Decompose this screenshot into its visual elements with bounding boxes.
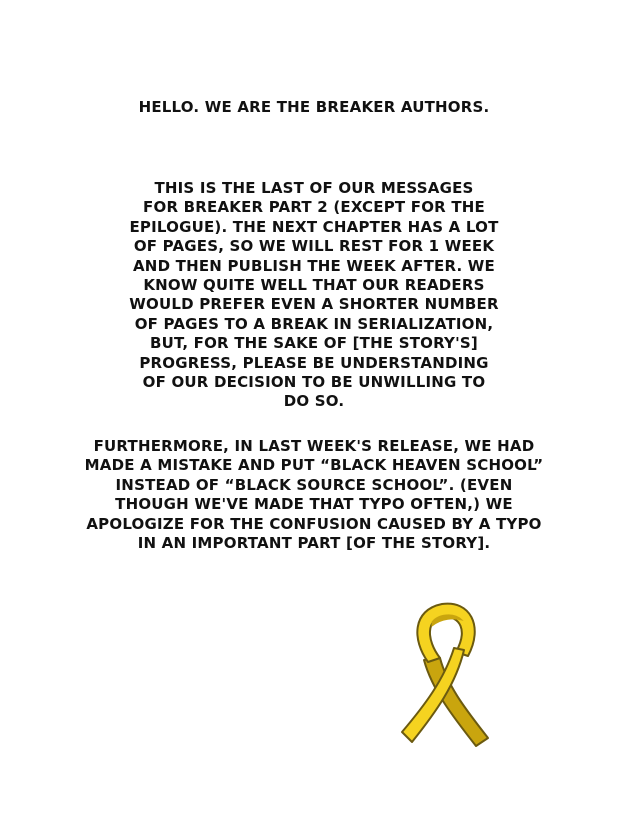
message-line: FOR BREAKER PART 2 (EXCEPT FOR THE	[143, 198, 485, 217]
message-line: IN AN IMPORTANT PART [OF THE STORY].	[137, 534, 491, 553]
message-line: WOULD PREFER EVEN A SHORTER NUMBER	[129, 295, 499, 314]
message-paragraph-1	[0, 179, 628, 412]
message-line: EPILOGUE). THE NEXT CHAPTER HAS A LOT	[129, 217, 499, 236]
message-line: OF OUR DECISION TO BE UNWILLING TO	[142, 373, 486, 392]
message-line: KNOW QUITE WELL THAT OUR READERS	[143, 276, 485, 295]
message-line: MADE A MISTAKE AND PUT “BLACK HEAVEN SCHOOL”	[84, 456, 544, 475]
message-line: THOUGH WE'VE MADE THAT TYPO OFTEN,) WE	[115, 495, 513, 514]
greeting-text: HELLO. WE ARE THE BREAKER AUTHORS.	[138, 98, 490, 116]
yellow-ribbon-icon	[398, 600, 494, 750]
message-line: THIS IS THE LAST OF OUR MESSAGES	[154, 179, 474, 197]
message-line: APOLOGIZE FOR THE CONFUSION CAUSED BY A TYPO	[86, 514, 542, 533]
message-line: FURTHERMORE, IN LAST WEEK'S RELEASE, WE HAD	[93, 437, 535, 455]
message-line: INSTEAD OF “BLACK SOURCE SCHOOL”. (EVEN	[115, 475, 513, 494]
message-line: OF PAGES TO A BREAK IN SERIALIZATION,	[134, 314, 494, 333]
message-line: BUT, FOR THE SAKE OF [THE STORY'S]	[150, 334, 478, 353]
message-paragraph-2	[0, 437, 628, 553]
message-line: PROGRESS, PLEASE BE UNDERSTANDING	[139, 353, 489, 372]
message-line: DO SO.	[283, 392, 345, 411]
message-line: OF PAGES, SO WE WILL REST FOR 1 WEEK	[133, 237, 495, 256]
message-line: AND THEN PUBLISH THE WEEK AFTER. WE	[133, 256, 495, 275]
